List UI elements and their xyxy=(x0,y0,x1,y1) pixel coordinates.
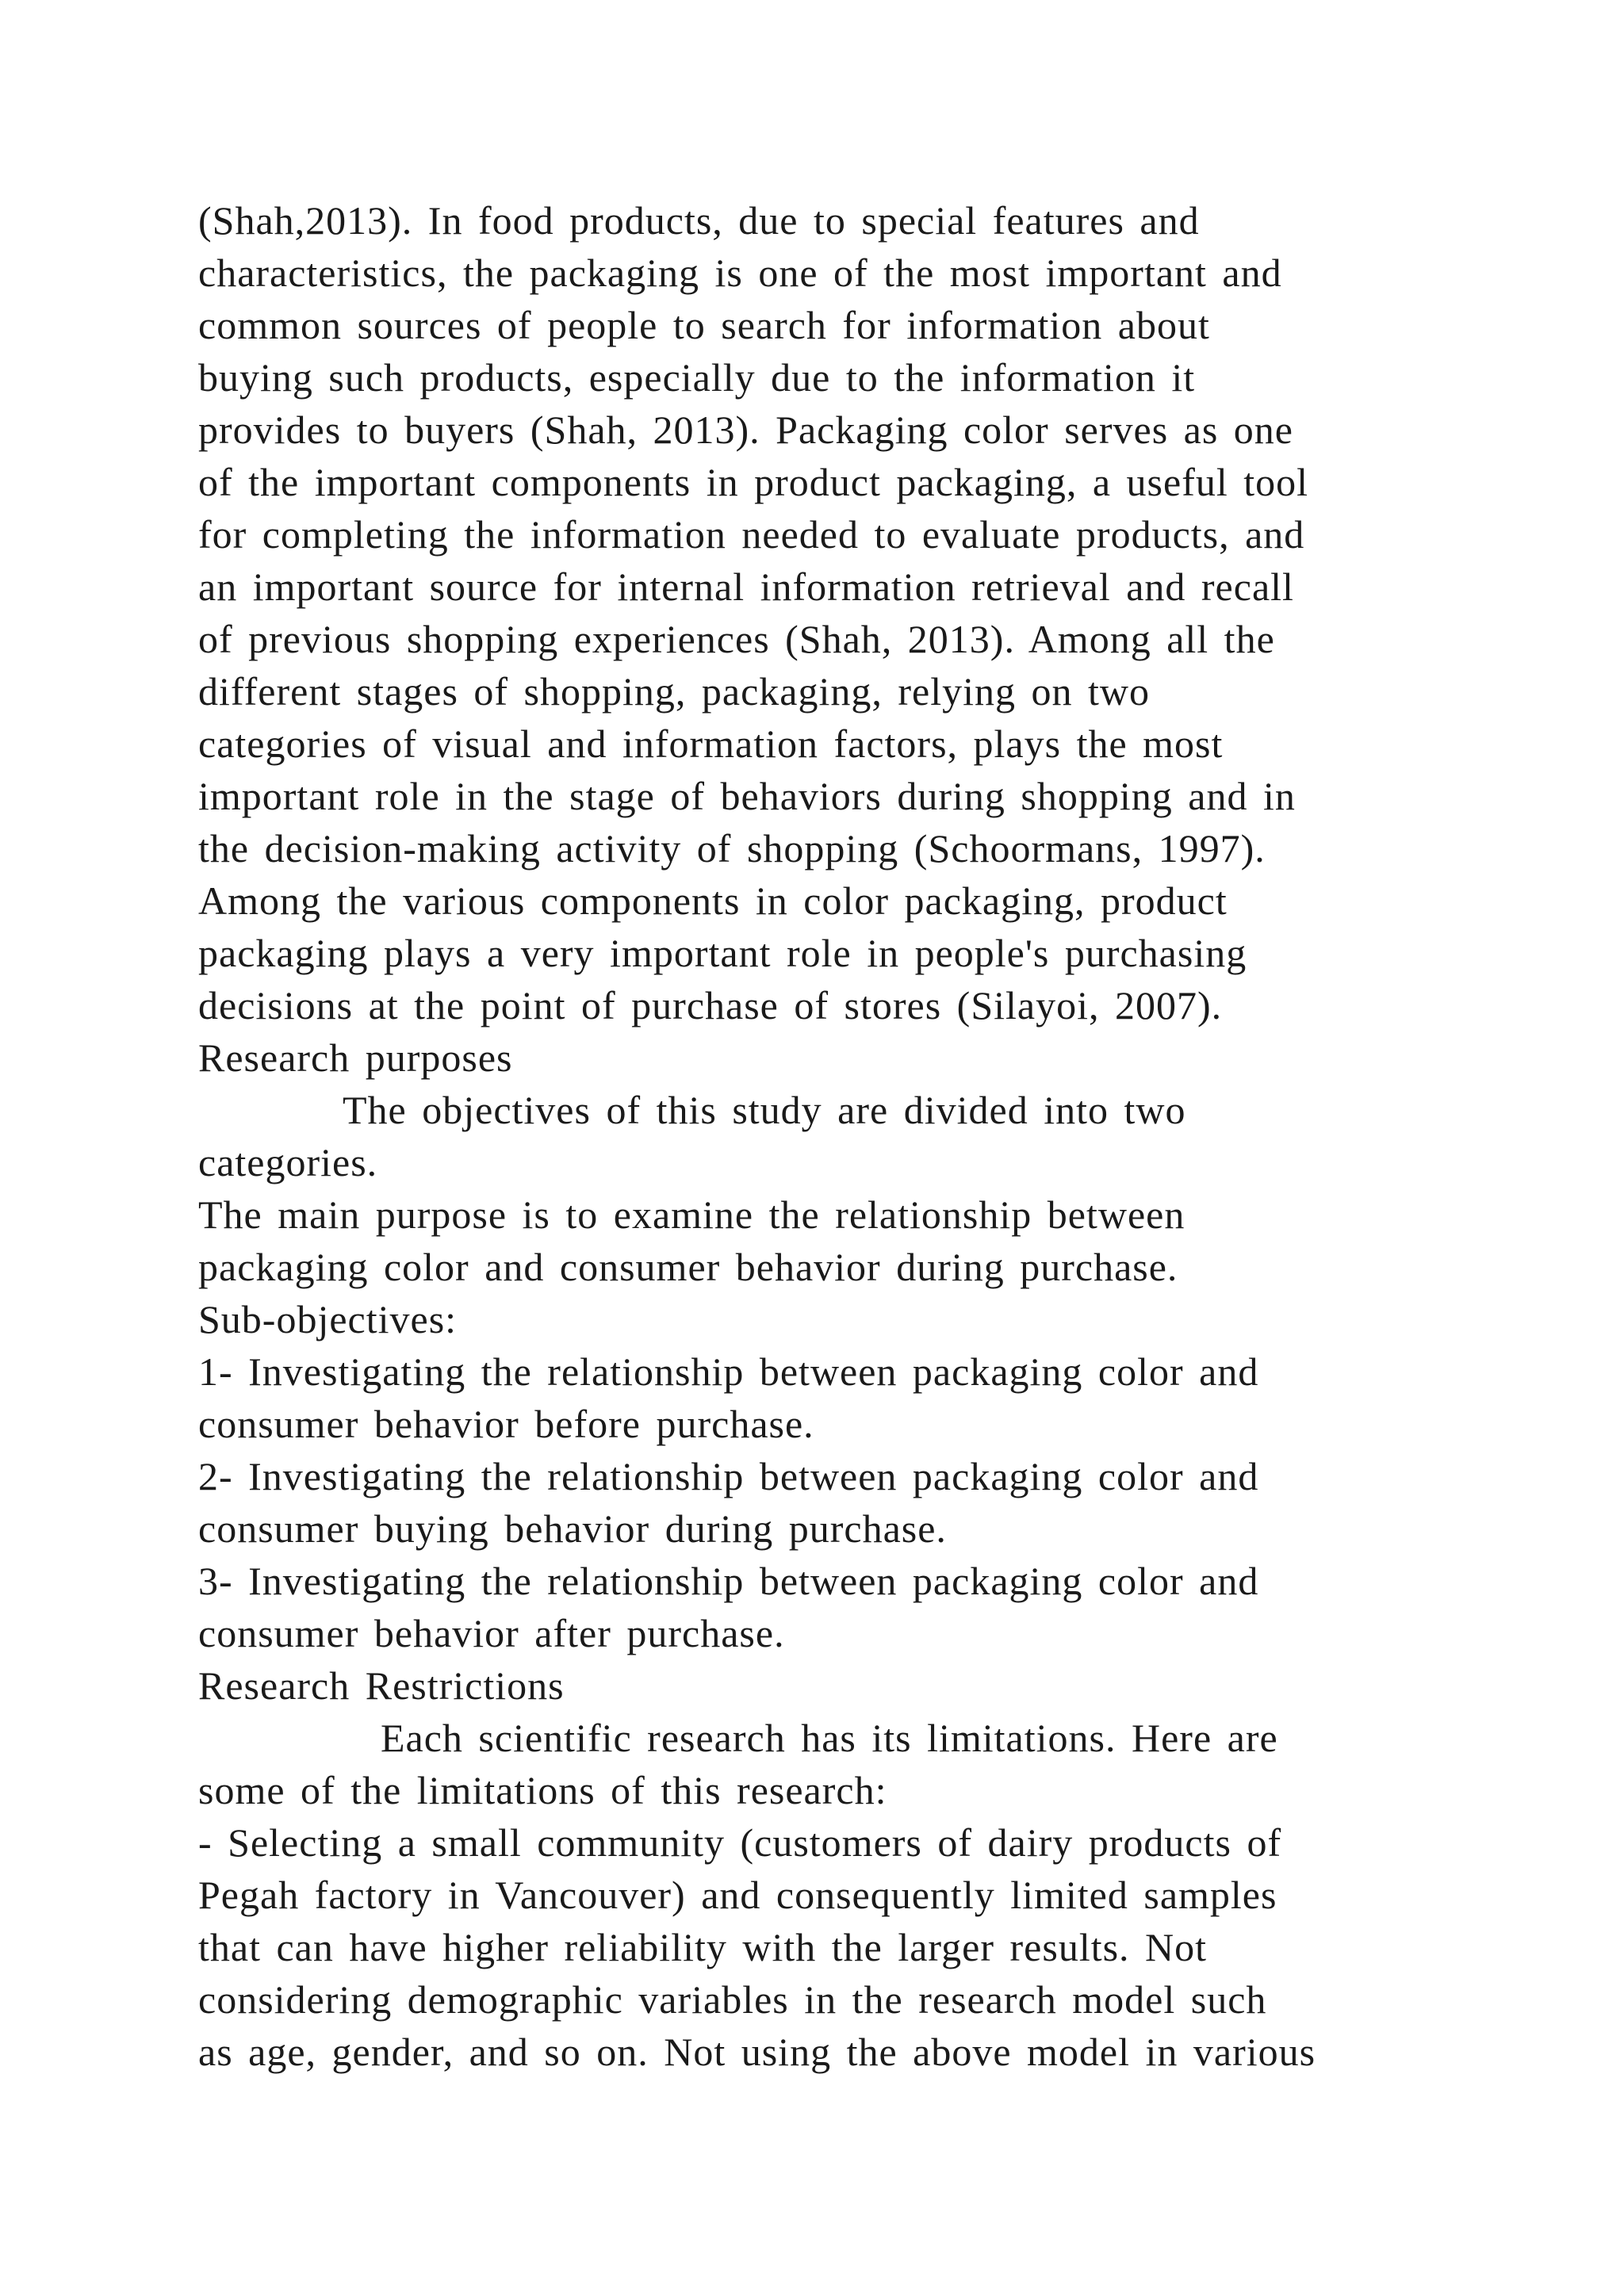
list-item-line: consumer behavior after purchase. xyxy=(198,1611,785,1655)
text-line: categories of visual and information factors, plays the most xyxy=(198,721,1224,766)
document-body xyxy=(198,194,1435,2078)
list-item-line: - Selecting a small community (customers of dairy products of xyxy=(198,1820,1282,1865)
list-item-line: 1- Investigating the relationship between packaging color and xyxy=(198,1349,1259,1394)
text-line: the decision-making activity of shopping (Schoormans, 1997). xyxy=(198,826,1266,871)
list-item-line: 2- Investigating the relationship between packaging color and xyxy=(198,1454,1259,1498)
text-line: decisions at the point of purchase of stores (Silayoi, 2007). xyxy=(198,983,1223,1027)
text-line: considering demographic variables in the research model such xyxy=(198,1977,1267,2022)
text-line: (Shah,2013). In food products, due to special features and xyxy=(198,198,1200,243)
text-line: that can have higher reliability with the larger results. Not xyxy=(198,1925,1208,1969)
list-item-line: consumer buying behavior during purchase. xyxy=(198,1506,947,1551)
text-line: some of the limitations of this research: xyxy=(198,1768,887,1812)
text-line: categories. xyxy=(198,1140,378,1184)
text-line: common sources of people to search for information about xyxy=(198,303,1210,347)
text-line-indented: Each scientific research has its limitations. Here are xyxy=(381,1716,1278,1760)
text-line-indented: The objectives of this study are divided into two xyxy=(343,1088,1186,1132)
subheading-sub-objectives: Sub-objectives: xyxy=(198,1297,458,1341)
text-line: Pegah factory in Vancouver) and consequently limited samples xyxy=(198,1873,1277,1917)
text-line: for completing the information needed to evaluate products, and xyxy=(198,512,1305,557)
section-heading-research-purposes: Research purposes xyxy=(198,1035,513,1080)
list-item-line: consumer behavior before purchase. xyxy=(198,1402,814,1446)
list-item-line: 3- Investigating the relationship between packaging color and xyxy=(198,1559,1259,1603)
text-line: The main purpose is to examine the relationship between xyxy=(198,1192,1185,1237)
text-line: important role in the stage of behaviors during shopping and in xyxy=(198,774,1296,818)
text-line: an important source for internal information retrieval and recall xyxy=(198,564,1294,609)
text-line: packaging plays a very important role in people's purchasing xyxy=(198,931,1247,975)
text-line: as age, gender, and so on. Not using the above model in various xyxy=(198,2030,1316,2074)
text-line: of previous shopping experiences (Shah, 2013). Among all the xyxy=(198,617,1275,661)
text-line: buying such products, especially due to the information it xyxy=(198,355,1196,400)
text-line: of the important components in product packaging, a useful tool xyxy=(198,460,1309,504)
text-line: provides to buyers (Shah, 2013). Packaging color serves as one xyxy=(198,408,1293,452)
text-line: packaging color and consumer behavior during purchase. xyxy=(198,1245,1178,1289)
text-line: Among the various components in color packaging, product xyxy=(198,878,1228,923)
section-heading-research-restrictions: Research Restrictions xyxy=(198,1663,565,1708)
text-line: characteristics, the packaging is one of the most important and xyxy=(198,251,1282,295)
text-line: different stages of shopping, packaging, relying on two xyxy=(198,669,1151,714)
